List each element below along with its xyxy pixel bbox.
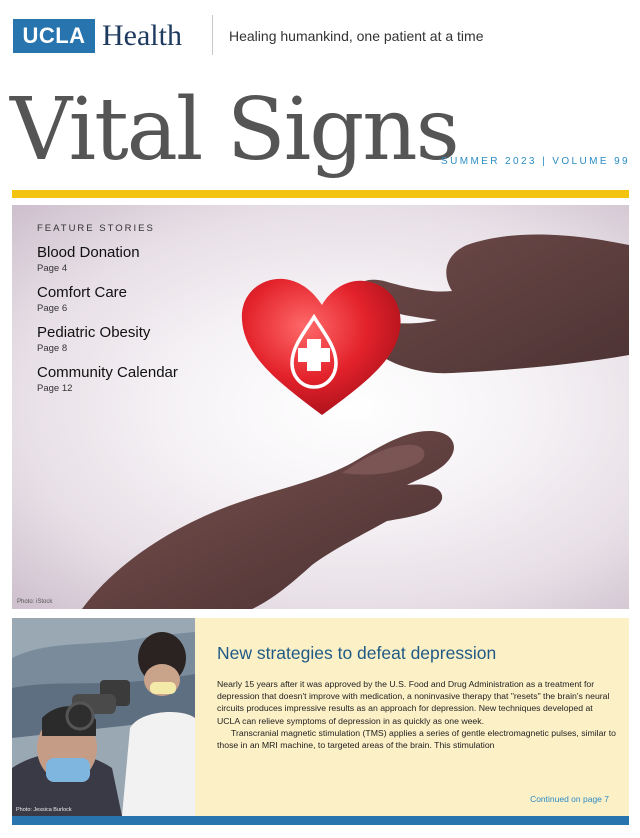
story-page: Page 6 (37, 303, 68, 314)
story-comfort-care[interactable] (37, 284, 178, 315)
story-page: Page 4 (37, 263, 68, 274)
feature-stories (37, 223, 178, 404)
story-page: Page 12 (37, 383, 73, 394)
bottom-bar (12, 816, 629, 825)
heart-icon (242, 279, 401, 415)
story-title: Community Calendar (37, 364, 178, 381)
issue-info: SUMMER 2023 | VOLUME 99 (441, 156, 630, 167)
story-title: Comfort Care (37, 284, 128, 301)
article-paragraph: Transcranial magnetic stimulation (TMS) applies a series of gentle electromagnetic pulses, similar to those in an MRI machine, to targeted areas of the brain. This stimulation (217, 727, 616, 751)
continued-link[interactable]: Continued on page 7 (530, 794, 609, 804)
story-title: Blood Donation (37, 244, 140, 261)
story-title: Pediatric Obesity (37, 324, 151, 341)
article-paragraph: Nearly 15 years after it was approved by the U.S. Food and Drug Administration as a treatment for depression that doesn't improve with medication, a noninvasive therapy that "resets" the brain's neural circuits produces impressive results as an approach for depression. New techniques developed at UCLA can relieve symptoms of depression in as quickly as one week. (217, 679, 610, 726)
header-divider (212, 15, 213, 55)
story-page: Page 8 (37, 343, 68, 354)
depression-article (12, 618, 629, 816)
ucla-logo[interactable]: UCLA (13, 19, 95, 53)
cover-photo-credit: Photo: iStock (17, 599, 53, 605)
story-pediatric-obesity[interactable] (37, 324, 178, 355)
story-community-calendar[interactable] (37, 364, 178, 395)
tagline: Healing humankind, one patient at a time (229, 28, 484, 44)
header (0, 0, 640, 70)
article-headline[interactable]: New strategies to defeat depression (217, 643, 497, 663)
tms-treatment-photo (12, 618, 195, 816)
masthead-title: Vital Signs (10, 80, 458, 180)
article-text (217, 642, 617, 751)
features-heading: FEATURE STORIES (37, 223, 155, 234)
lower-photo-credit: Photo: Jessica Burlock (16, 807, 72, 813)
gold-rule (12, 190, 629, 198)
story-blood-donation[interactable] (37, 244, 178, 275)
health-wordmark: Health (102, 19, 182, 52)
cover-image (12, 205, 629, 609)
tms-photo-illustration (12, 618, 195, 816)
article-body (217, 678, 617, 751)
